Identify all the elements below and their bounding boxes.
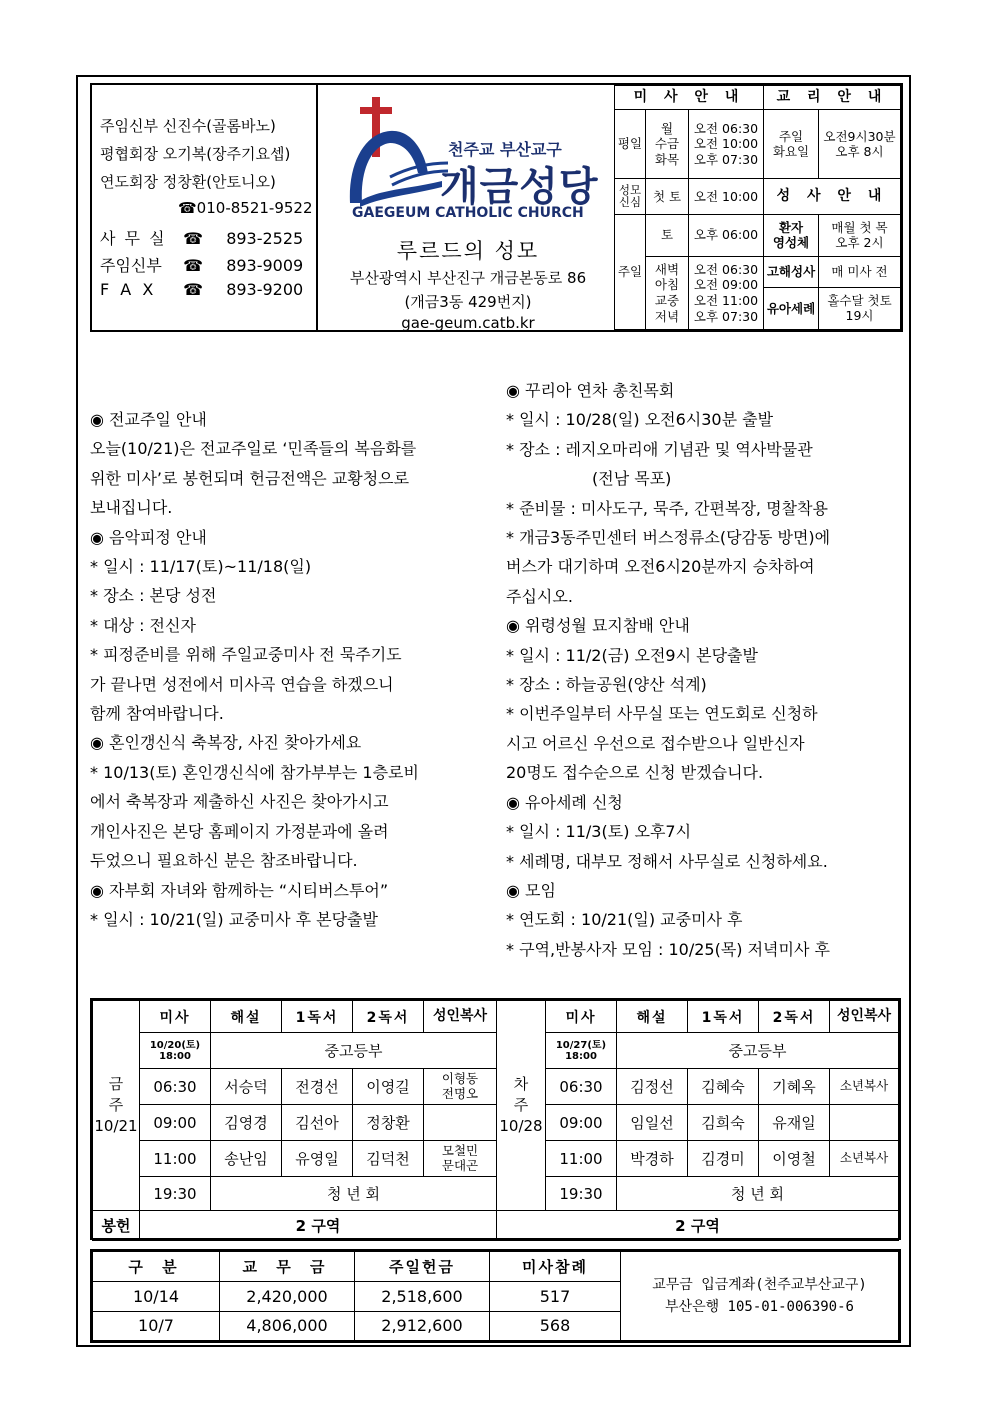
sacrament-confession-label: 고해성사 <box>764 256 819 287</box>
notices-left <box>90 405 498 934</box>
sacrament-sick-label: 환자 영성체 <box>764 214 819 256</box>
diocese-name: 천주교 부산교구 <box>448 140 562 159</box>
church-website: gae-geum.catb.kr <box>401 314 535 332</box>
role-cell <box>424 1105 497 1141</box>
notice-line: 개인사진은 본당 홈페이지 가정분과에 올려 <box>90 821 389 841</box>
account-number: 부산은행 105-01-006390-6 <box>665 1299 854 1315</box>
role-cell: 정창환 <box>353 1105 424 1141</box>
role-cell: 김선아 <box>282 1105 353 1141</box>
church-logo-block <box>320 85 616 330</box>
mass-time: 06:30 <box>546 1069 617 1105</box>
catechism-days: 주일 화요일 <box>764 110 819 179</box>
mass-time: 06:30 <box>140 1069 211 1105</box>
mass-time: 19:30 <box>140 1177 211 1211</box>
notice-line: * 일시 : 11/2(금) 오전9시 본당출발 <box>506 645 758 665</box>
church-address: 부산광역시 부산진구 개금본동로 86 <box>349 269 587 287</box>
mass-time: 11:00 <box>546 1141 617 1177</box>
eve-mass-group: 청 년 회 <box>617 1177 899 1211</box>
role-cell <box>830 1105 899 1141</box>
role-cell: 서승덕 <box>211 1069 282 1105</box>
header-mass: 미사 <box>140 1001 211 1033</box>
role-cell: 김희숙 <box>688 1105 759 1141</box>
phone-icon: ☎ <box>183 229 204 248</box>
finance-header: 교 무 금 <box>220 1252 355 1282</box>
mass-time: 09:00 <box>546 1105 617 1141</box>
contact-fax: F A X ☎ 893-9200 <box>100 280 304 299</box>
sat-mass-time: 10/27(토) 18:00 <box>546 1033 617 1069</box>
mass-info-title: 미 사 안 내 <box>615 86 764 110</box>
notice-line: * 장소 : 본당 성전 <box>90 586 217 606</box>
catechism-title: 교 리 안 내 <box>764 86 901 110</box>
sat-mass-time: 10/20(토) 18:00 <box>140 1033 211 1069</box>
notice-title: ◉ 전교주일 안내 <box>90 410 207 429</box>
notice-title: ◉ 위령성월 묘지참배 안내 <box>506 616 690 636</box>
staff-yeondo-president: 연도회장 정창환(안토니오) <box>100 173 276 191</box>
notice-line: 시고 어르신 우선으로 접수받으나 일반신자 <box>506 733 805 753</box>
weekday-times: 오전 06:30 오전 10:00 오후 07:30 <box>689 110 764 179</box>
notice-line: * 개금3동주민센터 버스정류소(당감동 방면)에 <box>506 528 831 548</box>
notice-title: ◉ 꾸리아 연차 총친목회 <box>506 381 675 400</box>
mass-info-table <box>614 85 901 330</box>
mass-time: 09:00 <box>140 1105 211 1141</box>
header-altar-server: 성인복사 <box>830 1001 899 1033</box>
header-altar-server: 성인복사 <box>424 1001 497 1033</box>
church-emblem-icon <box>330 93 450 218</box>
notice-title: ◉ 음악피정 안내 <box>90 527 207 547</box>
notice-line: 위한 미사’로 봉헌되며 헌금전액은 교황청으로 <box>90 468 410 488</box>
role-cell: 김정선 <box>617 1069 688 1105</box>
notice-line: * 일시 : 10/21(일) 교중미사 후 본당출발 <box>90 909 378 929</box>
finance-cell: 568 <box>490 1311 621 1341</box>
finance-header: 미사참례 <box>490 1252 621 1282</box>
sunday-sat-day: 토 <box>646 214 689 256</box>
patron-saint: 루르드의 성모 <box>396 239 540 263</box>
finance-cell: 517 <box>490 1282 621 1312</box>
notice-line: 함께 참여바랍니다. <box>90 704 224 724</box>
role-cell: 유재일 <box>759 1105 830 1141</box>
staff-pastor: 주임신부 신진수(골롬바노) <box>100 117 276 135</box>
notice-line: * 구역,반봉사자 모임 : 10/25(목) 저녁미사 후 <box>506 939 830 959</box>
role-cell: 이형동 전명오 <box>424 1069 497 1105</box>
table-row <box>93 1177 899 1211</box>
contact-pastor: 주임신부 ☎ 893-9009 <box>100 256 304 275</box>
mass-time: 11:00 <box>140 1141 211 1177</box>
notice-line: * 일시 : 11/17(토)~11/18(일) <box>90 557 312 577</box>
header-commentator: 해설 <box>617 1001 688 1033</box>
sacrament-infant-baptism-time: 홀수달 첫토 19시 <box>819 287 901 329</box>
mass-time: 19:30 <box>546 1177 617 1211</box>
bank-account <box>621 1252 899 1341</box>
sunday-mass-times: 오전 06:30 오전 09:00 오전 11:00 오후 07:30 <box>689 256 764 329</box>
header-reading1: 1독서 <box>282 1001 353 1033</box>
phone-icon: ☎ <box>183 280 204 299</box>
church-name: 개금성당 <box>440 164 599 210</box>
notices-right <box>506 376 911 964</box>
bulletin-header <box>90 83 903 332</box>
role-cell: 김영경 <box>211 1105 282 1141</box>
staff-council-president: 평협회장 오기복(장주기요셉) <box>100 145 291 163</box>
notice-line: 가 끝나면 성전에서 미사곡 연습을 하겠으니 <box>90 674 394 694</box>
church-address-old: (개금3동 429번지) <box>404 293 532 311</box>
sacrament-confession-time: 매 미사 전 <box>819 256 901 287</box>
finance-cell: 2,518,600 <box>355 1282 490 1312</box>
role-cell: 소년복사 <box>830 1141 899 1177</box>
sat-mass-group: 중고등부 <box>617 1033 899 1069</box>
role-cell: 전경선 <box>282 1069 353 1105</box>
eve-mass-group: 청 년 회 <box>211 1177 497 1211</box>
weekday-label: 평일 <box>615 110 646 179</box>
sacrament-infant-baptism-label: 유아세례 <box>764 287 819 329</box>
notice-line: * 10/13(토) 혼인갱신식에 참가부부는 1층로비 <box>90 762 419 782</box>
table-row <box>93 1141 899 1177</box>
first-sat-time: 오전 10:00 <box>689 179 764 214</box>
account-title: 교무금 입금계좌(천주교부산교구) <box>652 1276 867 1293</box>
notice-line: 에서 축복장과 제출하신 사진은 찾아가시고 <box>90 792 389 812</box>
notice-line: * 준비물 : 미사도구, 묵주, 간편복장, 명찰착용 <box>506 498 828 518</box>
bulletin-page <box>76 75 911 1347</box>
offering-group: 2 구역 <box>497 1211 899 1241</box>
notice-line: * 대상 : 전신자 <box>90 615 196 635</box>
role-cell: 박경하 <box>617 1141 688 1177</box>
role-cell: 소년복사 <box>830 1069 899 1105</box>
finance-cell: 2,912,600 <box>355 1311 490 1341</box>
role-cell: 임일선 <box>617 1105 688 1141</box>
role-cell: 김혜숙 <box>688 1069 759 1105</box>
notice-title: ◉ 혼인갱신식 축복장, 사진 찾아가세요 <box>90 733 362 753</box>
notice-line: (전남 목포) <box>592 469 672 489</box>
notice-line: * 장소 : 하늘공원(양산 석계) <box>506 675 707 695</box>
offering-label: 봉헌 <box>93 1211 140 1241</box>
weekday-days: 월 수금 화목 <box>646 110 689 179</box>
notice-line: * 연도회 : 10/21(일) 교중미사 후 <box>506 910 743 930</box>
notice-line: * 피정준비를 위해 주일교중미사 전 묵주기도 <box>90 645 402 665</box>
role-cell: 유영일 <box>282 1141 353 1177</box>
role-cell: 이영길 <box>353 1069 424 1105</box>
role-cell: 김경미 <box>688 1141 759 1177</box>
week-label: 금 주 10/21 <box>93 1001 140 1211</box>
header-reading1: 1독서 <box>688 1001 759 1033</box>
finance-cell: 2,420,000 <box>220 1282 355 1312</box>
notice-title: ◉ 자부회 자녀와 함께하는 “시티버스투어” <box>90 880 389 900</box>
notice-title: ◉ 모임 <box>506 880 556 900</box>
church-name-en: GAEGEUM CATHOLIC CHURCH <box>352 205 584 221</box>
notice-line: * 세례명, 대부모 정해서 사무실로 신청하세요. <box>506 851 828 871</box>
notice-line: * 장소 : 레지오마리애 기념관 및 역사박물관 <box>506 439 813 459</box>
notice-line: * 일시 : 10/28(일) 오전6시30분 출발 <box>506 410 774 430</box>
first-sat-day: 첫 토 <box>646 179 689 214</box>
notice-line: 두었으니 필요하신 분은 참조바랍니다. <box>90 851 358 871</box>
notice-title: ◉ 유아세례 신청 <box>506 792 623 812</box>
header-reading2: 2독서 <box>759 1001 830 1033</box>
table-row <box>93 1069 899 1105</box>
sat-mass-group: 중고등부 <box>211 1033 497 1069</box>
notice-line: * 일시 : 11/3(토) 오후7시 <box>506 822 692 842</box>
first-sat-label: 성모신심 <box>615 179 646 214</box>
finance-table <box>90 1249 901 1343</box>
offering-group: 2 구역 <box>140 1211 497 1241</box>
role-cell: 송난임 <box>211 1141 282 1177</box>
role-cell: 이영철 <box>759 1141 830 1177</box>
sunday-sat-time: 오후 06:00 <box>689 214 764 256</box>
header-reading2: 2독서 <box>353 1001 424 1033</box>
sacrament-sick-time: 매월 첫 목 오후 2시 <box>819 214 901 256</box>
staff-contacts <box>92 85 318 330</box>
role-cell: 기혜옥 <box>759 1069 830 1105</box>
table-row <box>93 1105 899 1141</box>
finance-header: 주일헌금 <box>355 1252 490 1282</box>
sunday-mass-names: 새벽 아침 교중 저녁 <box>646 256 689 329</box>
notice-line: 보내집니다. <box>90 498 173 518</box>
notice-line: 주십시오. <box>506 586 573 606</box>
notice-line: 오늘(10/21)은 전교주일로 ‘민족들의 복음화를 <box>90 439 417 459</box>
finance-cell: 4,806,000 <box>220 1311 355 1341</box>
finance-date: 10/7 <box>93 1311 220 1341</box>
finance-date: 10/14 <box>93 1282 220 1312</box>
header-commentator: 해설 <box>211 1001 282 1033</box>
role-cell: 김덕천 <box>353 1141 424 1177</box>
sacraments-title: 성 사 안 내 <box>764 179 901 214</box>
mass-roles-schedule <box>90 998 901 1240</box>
week-label: 차 주 10/28 <box>497 1001 546 1211</box>
header-mass: 미사 <box>546 1001 617 1033</box>
sunday-label: 주일 <box>615 214 646 329</box>
role-cell: 모철민 문대곤 <box>424 1141 497 1177</box>
notice-line: 20명도 접수순으로 신청 받겠습니다. <box>506 763 764 783</box>
contact-office: 사 무 실 ☎ 893-2525 <box>100 229 304 248</box>
finance-header: 구 분 <box>93 1252 220 1282</box>
notice-line: 버스가 대기하며 오전6시20분까지 승차하여 <box>506 557 815 577</box>
catechism-times: 오전9시30분 오후 8시 <box>819 110 901 179</box>
phone-mobile: ☎010-8521-9522 <box>178 199 313 217</box>
phone-icon: ☎ <box>183 256 204 275</box>
notice-line: * 이번주일부터 사무실 또는 연도회로 신청하 <box>506 704 818 724</box>
